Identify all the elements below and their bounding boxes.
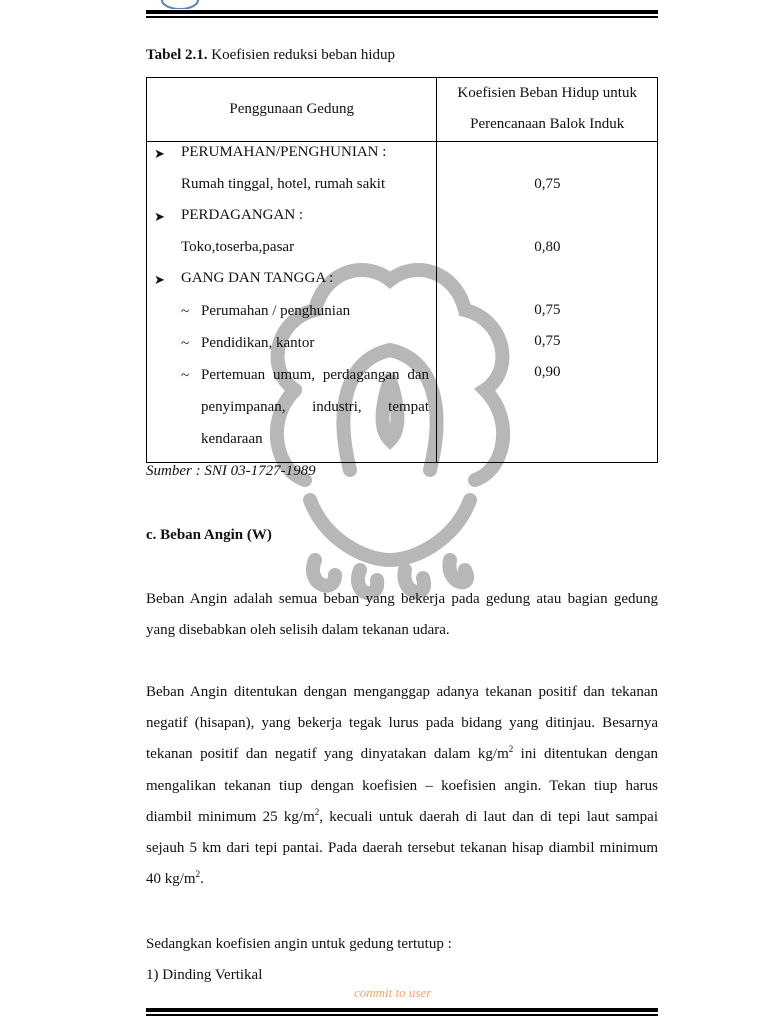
tilde-bullet-icon: ~ [181, 304, 190, 320]
coefficient-cell [437, 142, 658, 463]
header-rule-thick [146, 10, 658, 14]
list-item: Pendidikan, kantor [201, 335, 315, 351]
bullet-arrow-icon: ➤ [154, 272, 165, 287]
coefficient-value: 0,75 [534, 302, 561, 318]
paragraph-closed-building-coefficient: Sedangkan koefisien angin untuk gedung tertutup : [146, 936, 452, 952]
list-item: penyimpanan, industri, tempat [201, 399, 429, 415]
list-item: PERDAGANGAN : [181, 207, 304, 223]
paragraph-wind-load-pressure: Beban Angin ditentukan dengan menganggap adanya tekanan positif dan tekanan negatif (hisapan), yang bekerja tegak lurus pada bidang yang ditinjau. Besarnya tekanan positif dan negatif yang dinyatakan dalam $kg/m^2$ ini ditentukan dengan mengalikan tekanan tiup dengan koefisien – koefisien angin. Tekan tiup harus diambil minimum 25 $kg/m^2$, kecuali untuk daerah di laut dan di tepi laut sampai sejauh 5 km dari tepi pantai. Pada daerah tersebut tekanan hisap diambil minimum 40 $kg/m^2$. [146, 684, 659, 888]
header-rule-thin [146, 16, 658, 18]
table-header-row [147, 78, 658, 142]
list-item: Rumah tinggal, hotel, rumah sakit [181, 176, 386, 192]
tilde-bullet-icon: ~ [181, 368, 190, 384]
column-header-usage: Penggunaan Gedung [147, 78, 437, 142]
coefficient-value: 0,75 [534, 176, 561, 192]
commit-to-user-watermark: commit to user [354, 985, 432, 1000]
coefficient-value: 0,75 [534, 333, 561, 349]
footer-rule-thick [146, 1008, 658, 1012]
live-load-reduction-table [146, 77, 658, 463]
table-caption [146, 47, 395, 64]
list-item: PERUMAHAN/PENGHUNIAN : [181, 144, 387, 160]
tilde-bullet-icon: ~ [181, 336, 190, 352]
usage-cell [147, 142, 437, 463]
list-item: GANG DAN TANGGA : [181, 270, 334, 286]
bullet-arrow-icon: ➤ [154, 146, 165, 161]
table-caption-label: Tabel 2.1. [146, 47, 208, 63]
list-item: Pertemuan umum, perdagangan dan [201, 367, 429, 383]
footer-rule-thin [146, 1014, 658, 1016]
list-item: kendaraan [201, 431, 263, 447]
university-logo-icon [160, 0, 200, 9]
bullet-arrow-icon: ➤ [154, 209, 165, 224]
list-item: Perumahan / penghunian [201, 303, 351, 319]
section-heading: c. Beban Angin (W) [146, 527, 272, 543]
table-row [147, 142, 658, 463]
coefficient-value: 0,80 [534, 239, 561, 255]
numbered-list-item: 1) Dinding Vertikal [146, 967, 263, 983]
coefficient-value: 0,90 [534, 364, 561, 380]
table-source: Sumber : SNI 03-1727-1989 [146, 463, 316, 479]
table-caption-text: Koefisien reduksi beban hidup [207, 47, 396, 63]
column-header-coefficient: Koefisien Beban Hidup untuk Perencanaan Balok Induk [437, 78, 658, 142]
list-item: Toko,toserba,pasar [181, 239, 295, 255]
paragraph-wind-load-definition: Beban Angin adalah semua beban yang bekerja pada gedung atau bagian gedung yang disebabkan oleh selisih dalam tekanan udara. [146, 591, 658, 639]
